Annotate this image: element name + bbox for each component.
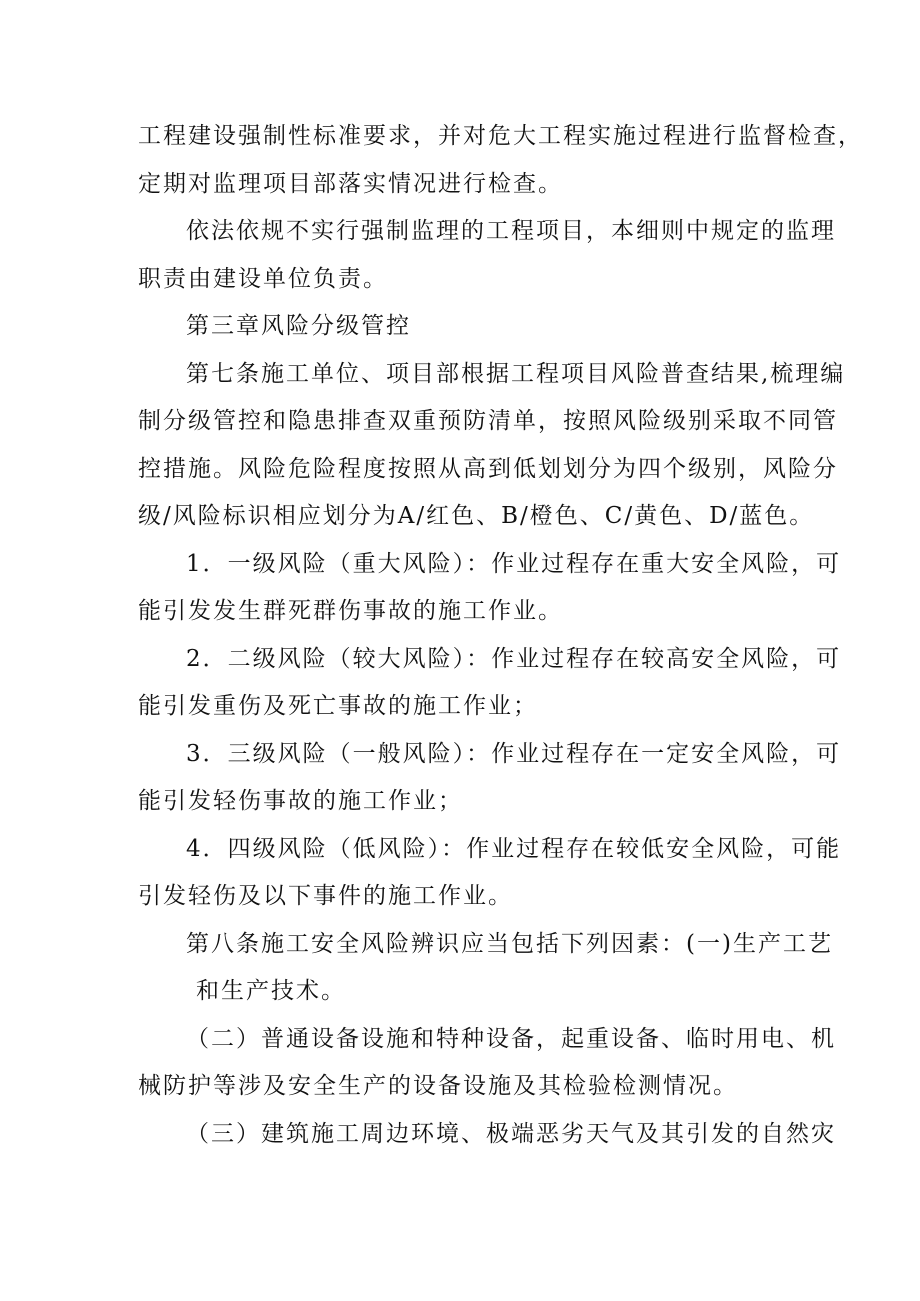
text-line-4: 职责由建设单位负责。 bbox=[138, 266, 388, 292]
text-line-2: 定期对监理项目部落实情况进行检查。 bbox=[138, 171, 563, 197]
text-line-18: 第八条施工安全风险辨识应当包括下列因素：(一)生产工艺 bbox=[186, 931, 833, 957]
text-line-14: 3．三级风险（一般风险）：作业过程存在一定安全风险，可 bbox=[186, 741, 842, 767]
text-line-13: 能引发重伤及死亡事故的施工作业； bbox=[138, 693, 538, 719]
text-line-9: 级/风险标识相应划分为A/红色、B/橙色、C/黄色、D/蓝色。 bbox=[138, 503, 815, 529]
text-line-10: 1．一级风险（重大风险）：作业过程存在重大安全风险，可 bbox=[186, 551, 842, 577]
text-line-3: 依法依规不实行强制监理的工程项目，本细则中规定的监理 bbox=[186, 218, 836, 244]
text-line-1: 工程建设强制性标准要求，并对危大工程实施过程进行监督检查， bbox=[138, 123, 863, 149]
text-line-11: 能引发发生群死群伤事故的施工作业。 bbox=[138, 598, 563, 624]
text-line-17: 引发轻伤及以下事件的施工作业。 bbox=[138, 883, 513, 909]
text-line-16: 4．四级风险（低风险）：作业过程存在较低安全风险，可能 bbox=[186, 836, 842, 862]
text-line-8: 控措施。风险危险程度按照从高到低划划分为四个级别，风险分 bbox=[138, 456, 838, 482]
text-line-21: 械防护等涉及安全生产的设备设施及其检验检测情况。 bbox=[138, 1073, 738, 1099]
text-line-12: 2．二级风险（较大风险）：作业过程存在较高安全风险，可 bbox=[186, 646, 842, 672]
chapter-heading: 第三章风险分级管控 bbox=[186, 313, 411, 339]
text-line-15: 能引发轻伤事故的施工作业； bbox=[138, 788, 463, 814]
text-line-22: （三）建筑施工周边环境、极端恶劣天气及其引发的自然灾 bbox=[186, 1121, 836, 1147]
text-line-19: 和生产技术。 bbox=[196, 978, 346, 1004]
text-line-6: 第七条施工单位、项目部根据工程项目风险普查结果,梳理编 bbox=[186, 361, 846, 387]
text-line-7: 制分级管控和隐患排查双重预防清单，按照风险级别采取不同管 bbox=[138, 408, 838, 434]
text-line-20: （二）普通设备设施和特种设备，起重设备、临时用电、机 bbox=[186, 1026, 836, 1052]
